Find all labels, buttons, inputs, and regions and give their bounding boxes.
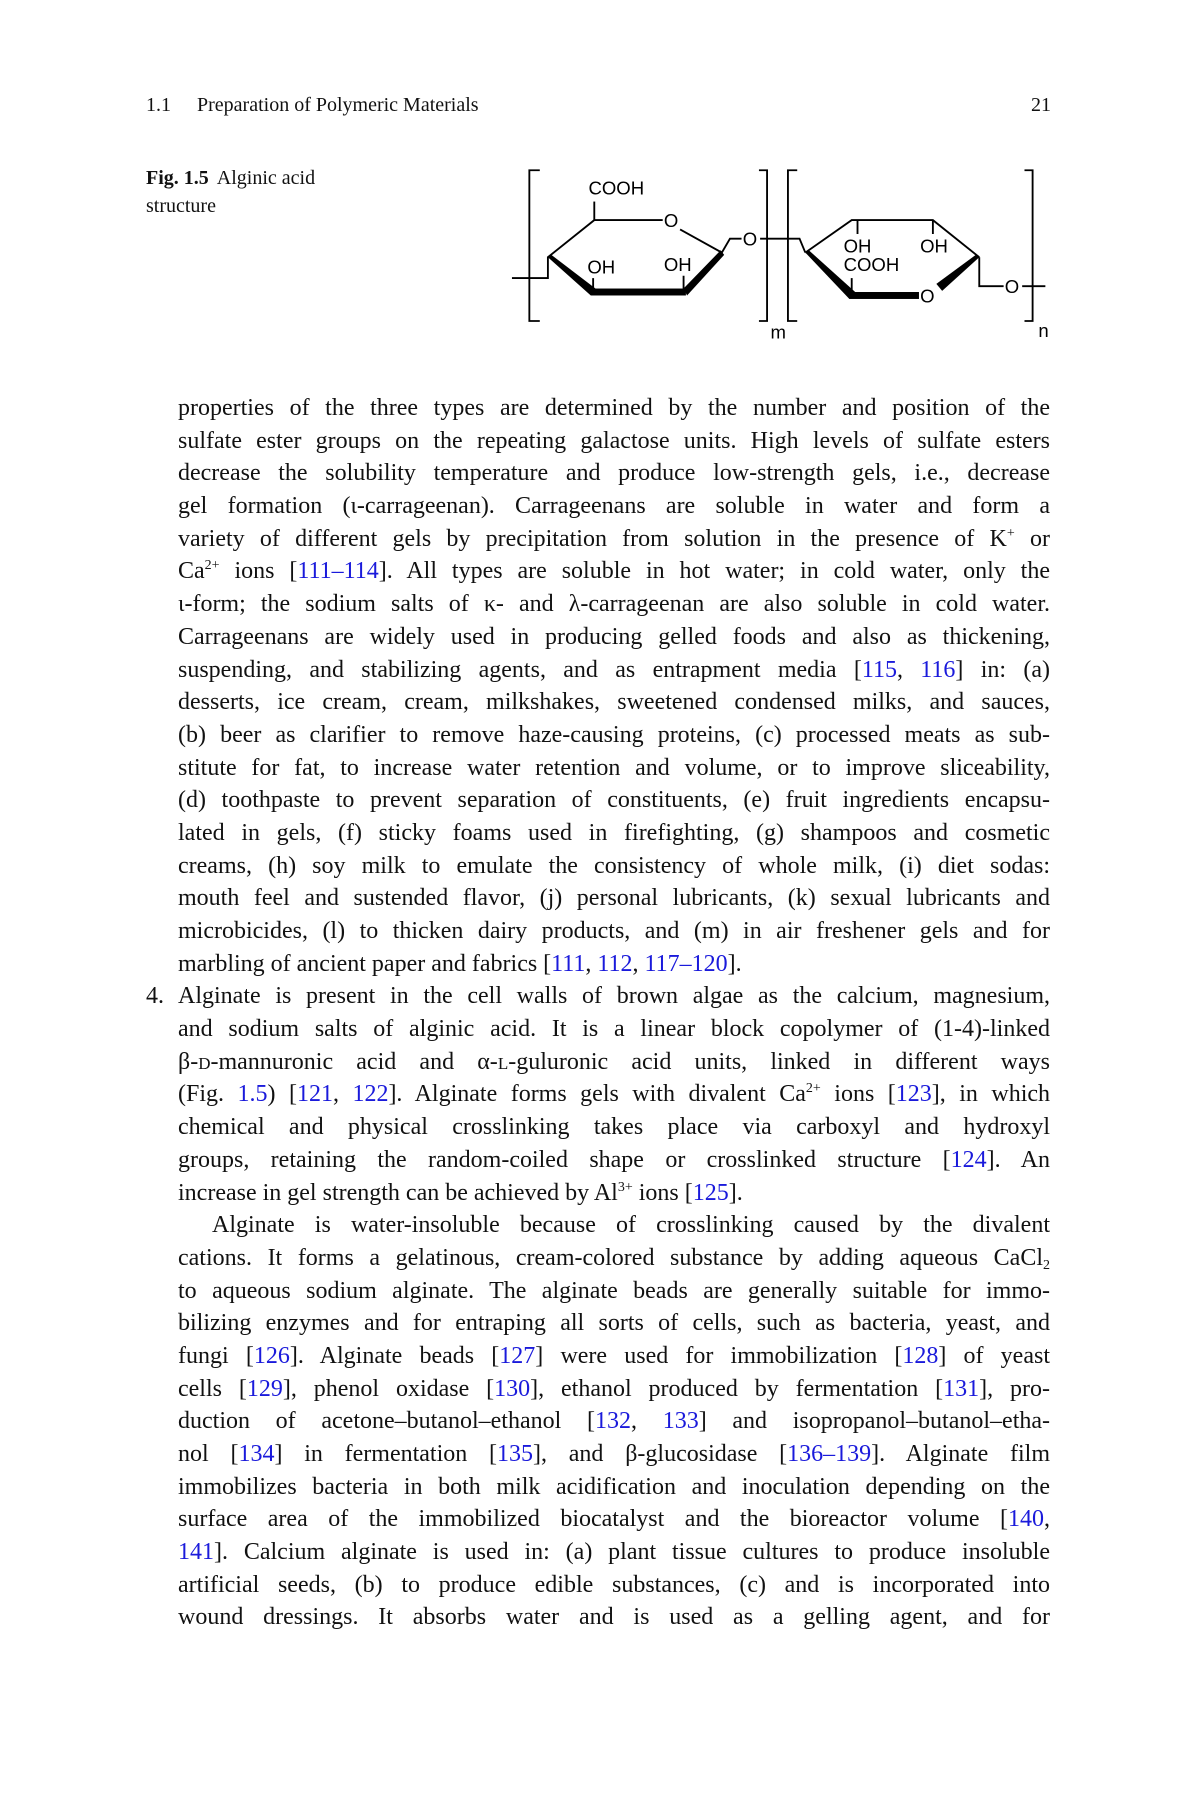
text-run: to aqueous sodium alginate. The alginate beads are generally suitable for immo- — [178, 1277, 1050, 1304]
reference-link[interactable]: 115 — [861, 656, 897, 683]
text-run: , — [332, 1081, 353, 1108]
text-run: , — [630, 1408, 663, 1435]
text-line — [178, 425, 1050, 458]
text-run: cells [ — [178, 1375, 247, 1402]
text-run: groups, retaining the random-coiled shape or crosslinked structure [ — [178, 1146, 951, 1173]
text-line — [178, 490, 1050, 523]
superscript: 2+ — [204, 558, 220, 574]
text-run: fungi [ — [178, 1342, 254, 1369]
text-line — [178, 555, 1050, 588]
text-run: variety of different gels by precipitation from solution in the presence of K — [178, 525, 1007, 552]
text-run: duction of acetone–butanol–ethanol [ — [178, 1408, 595, 1435]
text-line — [178, 1373, 1050, 1406]
text-run: increase in gel strength can be achieved by Al — [178, 1179, 618, 1206]
running-header-title: Preparation of Polymeric Materials — [197, 94, 479, 116]
text-run: ]. Alginate forms gels with divalent Ca — [388, 1081, 806, 1108]
text-line — [178, 523, 1050, 556]
hydroxyl-label: OH — [663, 254, 692, 276]
text-line — [178, 654, 1050, 687]
text-run: ]. Calcium alginate is used in: (a) plant tissue cultures to produce insoluble — [214, 1539, 1050, 1566]
text-line — [178, 1536, 1050, 1569]
ring-oxygen-label: O — [920, 285, 935, 307]
text-run: (Fig. — [178, 1081, 238, 1108]
text-line — [178, 948, 1050, 981]
text-run: Alginate is water-insoluble because of crosslinking caused by the divalent — [212, 1212, 1050, 1239]
text-run: ], ethanol produced by fermentation [ — [530, 1375, 944, 1402]
reference-link[interactable]: 134 — [238, 1441, 275, 1467]
text-run: surface area of the immobilized biocatalyst and the bioreactor volume [ — [178, 1506, 1008, 1533]
text-line — [178, 850, 1050, 883]
text-run: (d) toothpaste to prevent separation of constituents, (e) fruit ingredients encapsu- — [178, 787, 1050, 814]
text-line — [178, 1013, 1050, 1046]
glycosidic-oxygen-label: O — [742, 228, 758, 250]
text-run: immobilizes bacteria in both milk acidification and inoculation depending on the — [178, 1473, 1050, 1500]
text-line — [178, 1242, 1050, 1275]
text-run: , — [632, 950, 645, 977]
text-run: artificial seeds, (b) to produce edible substances, (c) and is incorporated into — [178, 1571, 1050, 1598]
superscript: 2+ — [805, 1081, 821, 1097]
reference-link[interactable]: 140 — [1008, 1506, 1044, 1533]
text-run: ] in fermentation [ — [274, 1441, 498, 1467]
text-run: (b) beer as clarifier to remove haze-causing proteins, (c) processed meats as sub- — [178, 721, 1050, 748]
figure-caption-text: Alginic acid structure — [146, 167, 316, 217]
text-run: cations. It forms a gelatinous, cream-colored substance by adding aqueous CaCl — [178, 1244, 1043, 1271]
text-run: bilizing enzymes and for entraping all sorts of cells, such as bacteria, yeast, and — [178, 1310, 1050, 1337]
text-line — [178, 1405, 1050, 1438]
reference-link[interactable]: 127 — [499, 1342, 536, 1369]
text-run: mouth feel and sustended flavor, (j) personal lubricants, (k) sexual lubricants and — [178, 885, 1050, 912]
reference-link[interactable]: 111–114 — [297, 558, 379, 585]
alginic-acid-structure — [505, 162, 1050, 342]
text-line — [178, 1209, 1050, 1242]
superscript: 3+ — [617, 1179, 633, 1195]
subscript-n: n — [1038, 320, 1049, 342]
reference-link[interactable]: 128 — [902, 1342, 939, 1369]
text-run: suspending, and stabilizing agents, and as entrapment media [ — [178, 656, 862, 683]
text-run: microbicides, (l) to thicken dairy products, and (m) in air freshener gels and for — [178, 918, 1050, 944]
text-run: ι-form; the sodium salts of κ- and λ-carrageenan are also soluble in cold water. — [178, 591, 1050, 618]
text-run: ], phenol oxidase [ — [282, 1375, 495, 1402]
reference-link[interactable]: 135 — [497, 1441, 534, 1467]
terminal-oxygen-label: O — [1004, 276, 1020, 298]
text-run: creams, (h) soy milk to emulate the consistency of whole milk, (i) diet sodas: — [178, 852, 1050, 879]
text-run: nol [ — [178, 1441, 239, 1467]
reference-link[interactable]: 129 — [246, 1375, 283, 1402]
text-run: marbling of ancient paper and fabrics [ — [178, 950, 552, 977]
reference-link[interactable]: 122 — [352, 1081, 389, 1108]
reference-link[interactable]: 111 — [551, 950, 586, 977]
text-line — [178, 1471, 1050, 1504]
text-line — [178, 1307, 1050, 1340]
text-line — [178, 1275, 1050, 1308]
text-run: wound dressings. It absorbs water and is used as a gelling agent, and for — [178, 1604, 1050, 1631]
text-run: gel formation (ι-carrageenan). Carrageenans are soluble in water and form a — [178, 493, 1050, 520]
text-run: β- — [178, 1048, 199, 1075]
page-number: 21 — [1031, 94, 1051, 116]
text-line — [178, 882, 1050, 915]
text-run: , — [585, 950, 598, 977]
text-line — [178, 1503, 1050, 1536]
reference-link[interactable]: 132 — [594, 1408, 631, 1435]
text-run: ions [ — [820, 1081, 896, 1108]
cooh-label: COOH — [588, 177, 645, 199]
text-run: sulfate ester groups on the repeating galactose units. High levels of sulfate esters — [178, 427, 1050, 454]
text-run: ], and β-glucosidase [ — [533, 1441, 788, 1467]
text-line — [178, 392, 1050, 425]
text-run: , — [896, 656, 921, 683]
text-run: and sodium salts of alginic acid. It is a linear block copolymer of (1-4)-linked — [178, 1016, 1050, 1043]
text-line — [178, 1144, 1050, 1177]
reference-link[interactable]: 124 — [950, 1146, 987, 1173]
text-run: decrease the solubility temperature and produce low-strength gels, i.e., decrease — [178, 460, 1050, 487]
text-line — [178, 621, 1050, 654]
text-line — [178, 915, 1050, 948]
text-run: ] in: (a) — [955, 656, 1051, 683]
text-run: ) [ — [267, 1081, 297, 1108]
hydroxyl-label: OH — [843, 235, 872, 257]
reference-link[interactable]: 136–139 — [787, 1441, 872, 1467]
hydroxyl-label: OH — [920, 235, 948, 257]
subscript: 2 — [1043, 1257, 1050, 1273]
reference-link[interactable]: 112 — [597, 950, 633, 977]
text-run: -mannuronic acid and α- — [210, 1048, 498, 1075]
text-run: ]. An — [986, 1146, 1050, 1173]
text-run: ], pro- — [979, 1375, 1050, 1402]
text-run: or — [1014, 525, 1050, 552]
small-caps-text: d — [198, 1048, 211, 1075]
text-line — [178, 784, 1050, 817]
text-line — [178, 719, 1050, 752]
text-run: ]. Alginate beads [ — [289, 1342, 500, 1369]
text-line — [178, 1601, 1050, 1634]
text-line — [178, 1569, 1050, 1602]
reference-link[interactable]: 125 — [692, 1179, 729, 1206]
text-run: Carrageenans are widely used in producing gelled foods and also as thickening, — [178, 623, 1050, 650]
figure-label: Fig. 1.5 — [146, 167, 209, 189]
text-run: ]. All types are soluble in hot water; in cold water, only the — [378, 558, 1051, 585]
text-line — [178, 457, 1050, 490]
text-line — [178, 1111, 1050, 1144]
text-run: ions [ — [219, 558, 298, 585]
text-run: Alginate is present in the cell walls of brown algae as the calcium, magnesium, — [178, 983, 1050, 1010]
text-run: ], in which — [931, 1081, 1051, 1108]
reference-link[interactable]: 141 — [178, 1539, 214, 1566]
text-run: ] were used for immobilization [ — [535, 1342, 903, 1369]
reference-link[interactable]: 121 — [296, 1081, 333, 1108]
text-line — [178, 686, 1050, 719]
text-line — [178, 1046, 1050, 1079]
text-run: stitute for fat, to increase water retention and volume, or to improve sliceability, — [178, 754, 1050, 781]
hydroxyl-label: OH — [587, 256, 616, 278]
reference-link[interactable]: 116 — [920, 656, 956, 683]
reference-link[interactable]: 130 — [494, 1375, 531, 1402]
list-number: 4. — [146, 983, 164, 1010]
section-number: 1.1 — [146, 94, 171, 116]
text-run: ]. — [727, 950, 742, 977]
reference-link[interactable]: 117–120 — [644, 950, 728, 977]
text-run: ]. Alginate film — [871, 1441, 1050, 1467]
text-run: ions [ — [632, 1179, 693, 1206]
text-line — [178, 752, 1050, 785]
text-line — [178, 588, 1050, 621]
text-line — [178, 1438, 1050, 1471]
text-run: ] of yeast — [938, 1342, 1050, 1369]
reference-link[interactable]: 131 — [943, 1375, 980, 1402]
text-run: Ca — [178, 558, 205, 585]
text-run: ] and isopropanol–butanol–etha- — [698, 1408, 1051, 1435]
ring-oxygen-label: O — [663, 210, 679, 232]
text-line — [178, 817, 1050, 850]
text-line — [178, 1078, 1050, 1111]
reference-link[interactable]: 126 — [253, 1342, 290, 1369]
body-text — [146, 392, 1051, 1634]
text-line — [178, 1177, 1050, 1210]
figure-caption — [146, 164, 376, 220]
text-run: chemical and physical crosslinking takes place via carboxyl and hydroxyl — [178, 1114, 1050, 1141]
text-run: ]. — [728, 1179, 743, 1206]
reference-link[interactable]: 133 — [662, 1408, 699, 1435]
subscript-m: m — [770, 321, 786, 342]
text-run: properties of the three types are determined by the number and position of the — [178, 395, 1050, 421]
small-caps-text: l — [497, 1048, 509, 1075]
text-run: -guluronic acid units, linked in different ways — [508, 1048, 1050, 1075]
text-run: desserts, ice cream, cream, milkshakes, sweetened condensed milks, and sauces, — [178, 689, 1050, 716]
reference-link[interactable]: 123 — [895, 1081, 932, 1108]
text-line — [146, 980, 1050, 1013]
text-run: , — [1044, 1506, 1050, 1533]
text-line — [178, 1340, 1050, 1373]
reference-link[interactable]: 1.5 — [237, 1081, 268, 1108]
superscript: + — [1006, 525, 1015, 541]
cooh-label: COOH — [843, 254, 900, 276]
text-run: lated in gels, (f) sticky foams used in firefighting, (g) shampoos and cosmetic — [178, 819, 1050, 846]
